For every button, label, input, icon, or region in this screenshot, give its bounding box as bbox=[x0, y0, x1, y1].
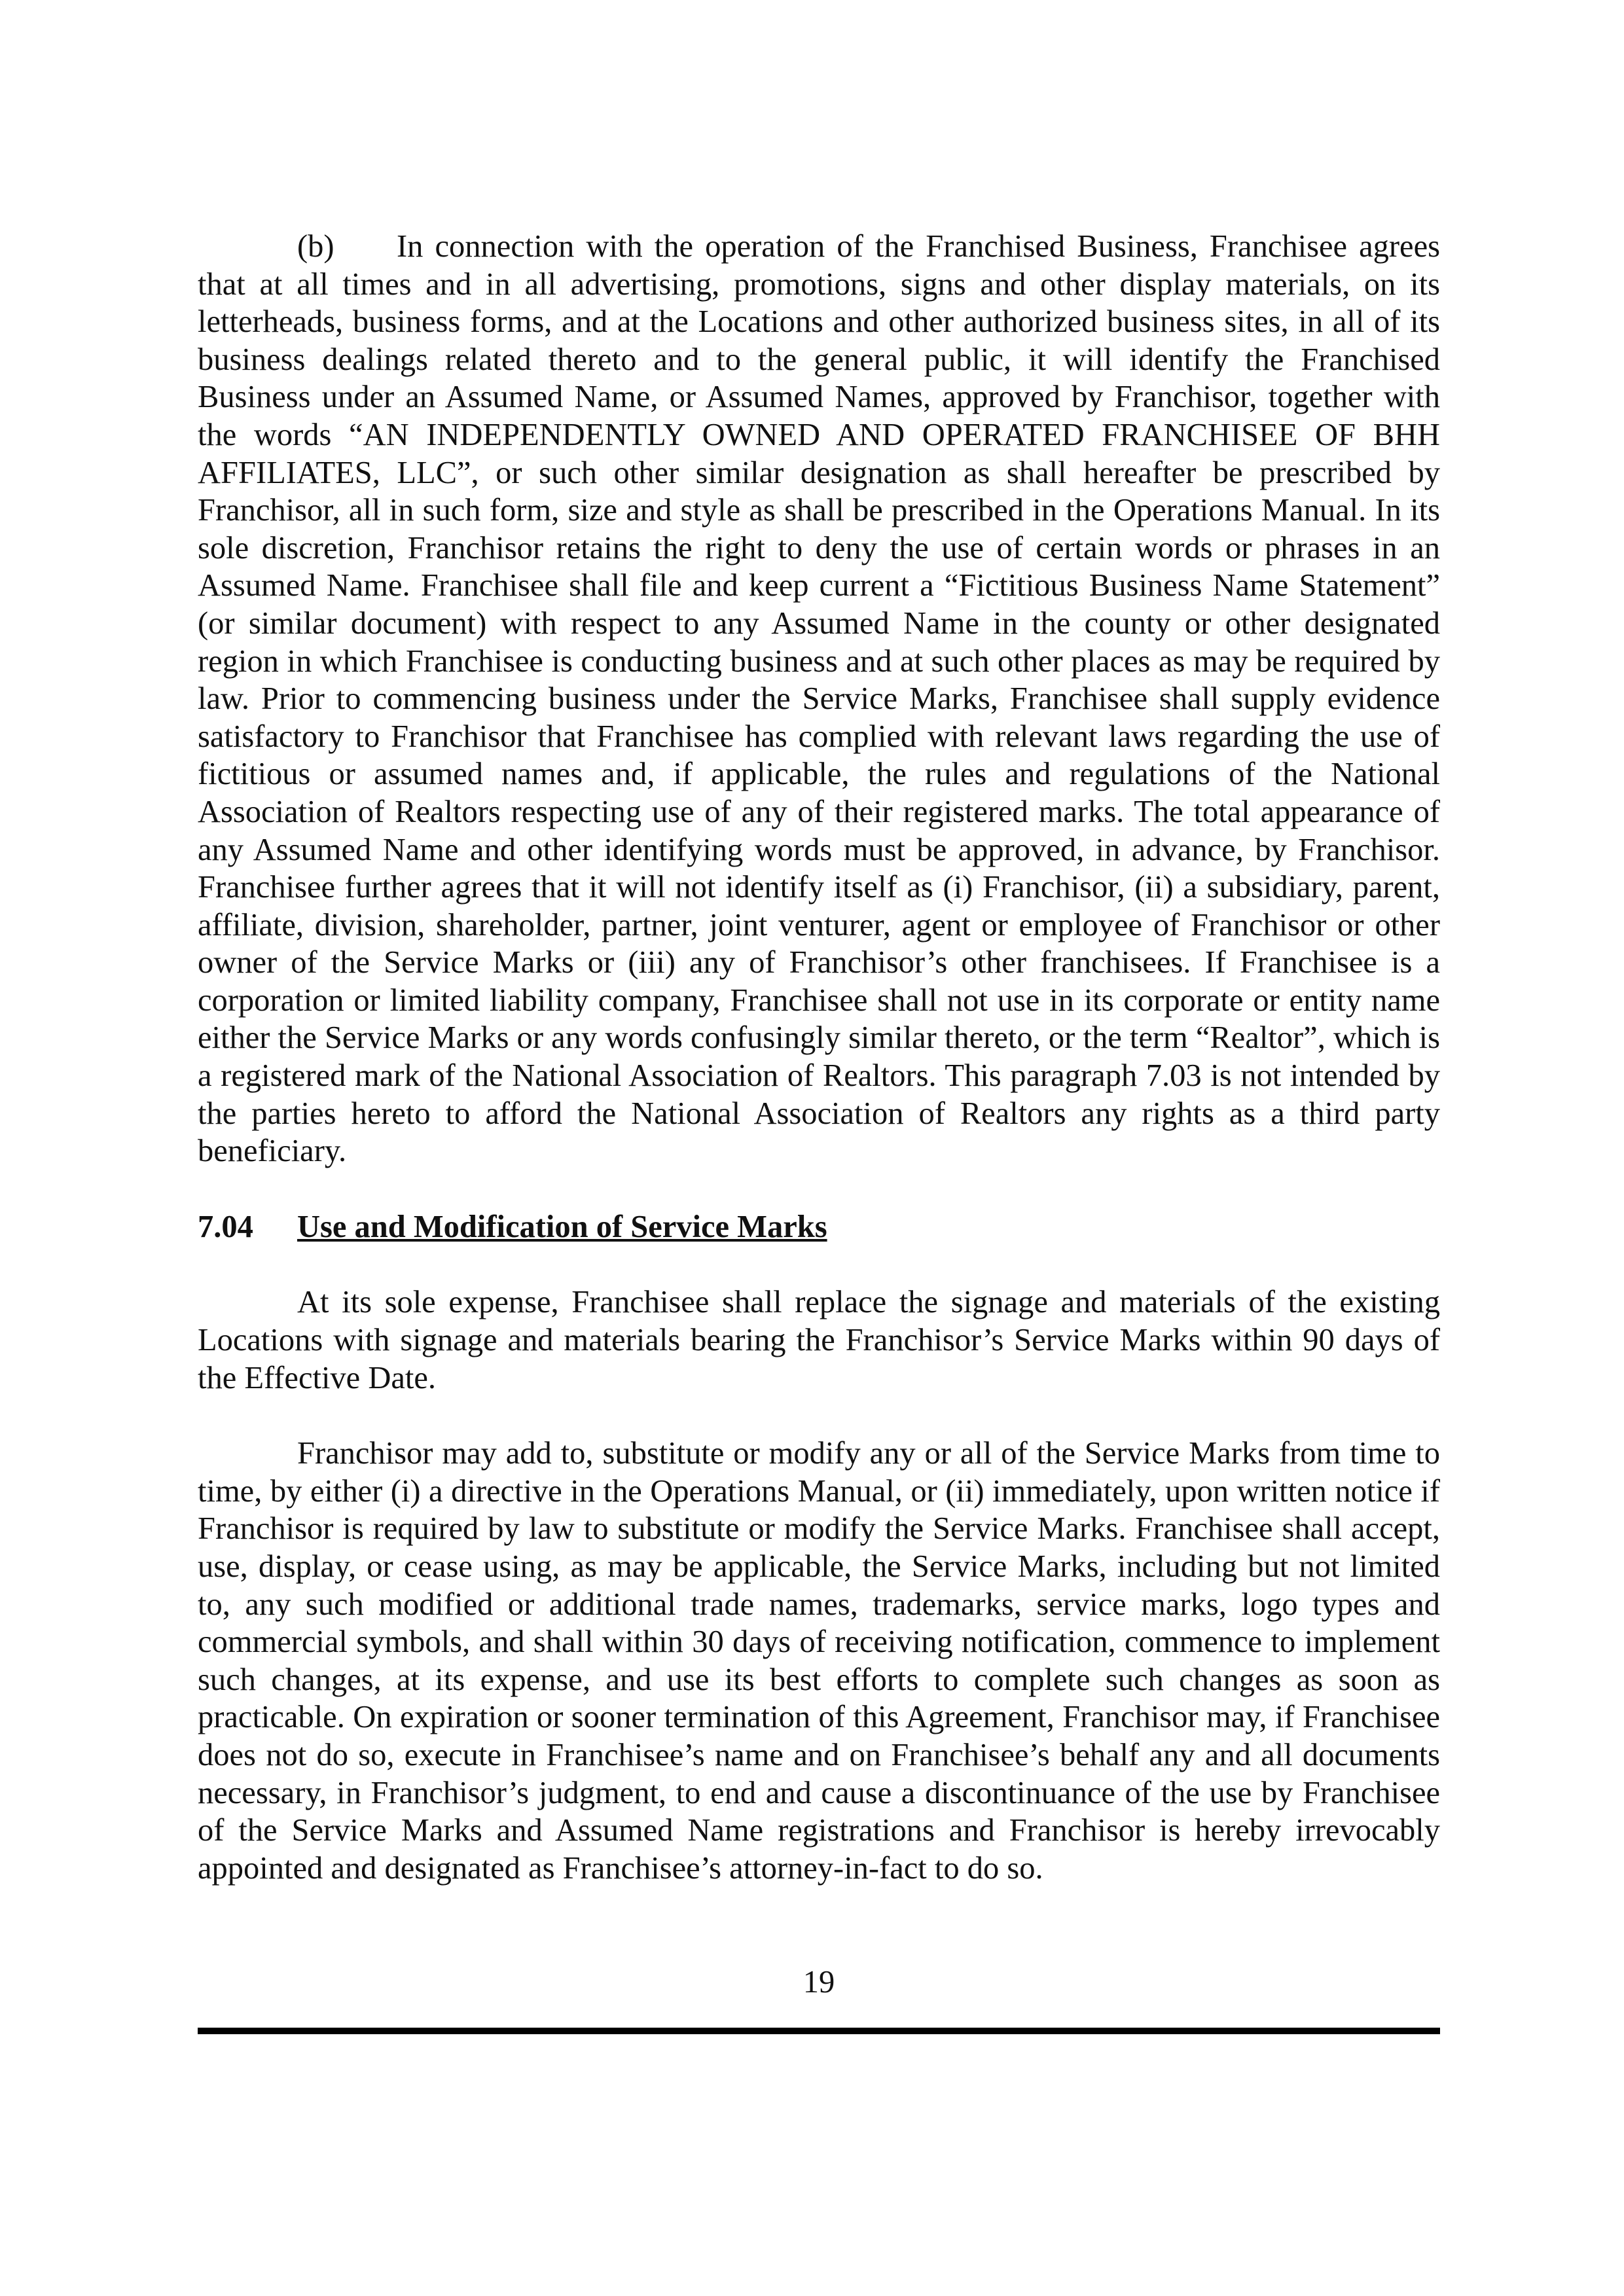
paragraph-b-label: (b) bbox=[297, 229, 334, 264]
section-paragraph-signage: At its sole expense, Franchisee shall replace the signage and materials of the existing Locations with signage and materials bearing the Franchisor’s Service Marks within 90 days of the Effective Date. bbox=[198, 1285, 1440, 1395]
page-number: 19 bbox=[803, 1965, 835, 2000]
section-paragraph-modification: Franchisor may add to, substitute or modify any or all of the Service Marks from time to time, by either (i) a directive in the Operations Manual, or (ii) immediately, upon written notice if Franchisor is required by law to substitute or modify the Service Marks. Franchisee shall accept, use, display, or cease using, as may be applicable, the Service Marks, including but not limited to, any such modified or additional trade names, trademarks, service marks, logo types and commercial symbols, and shall within 30 days of receiving notification, commence to implement such changes, at its expense, and use its best efforts to complete such changes as soon as practicable. On expiration or sooner termination of this Agreement, Franchisor may, if Franchisee does not do so, execute in Franchisee’s name and on Franchisee’s behalf any and all documents necessary, in Franchisor’s judgment, to end and cause a discontinuance of the use by Franchisee of the Service Marks and Assumed Name registrations and Franchisor is hereby irrevocably appointed and designated as Franchisee’s attorney-in-fact to do so. bbox=[198, 1436, 1440, 1886]
section-number: 7.04 bbox=[198, 1209, 253, 1244]
section-title: Use and Modification of Service Marks bbox=[297, 1209, 827, 1244]
paragraph-b-text: In connection with the operation of the Franchised Business, Franchisee agrees that at all times and in all advertising, promotions, signs and other display materials, on its letterheads, business forms, and at the Locations and other authorized business sites, in all of its business dealings related thereto and to the general public, it will identify the Franchised Business under an Assumed Name, or Assumed Names, approved by Franchisor, together with the words “AN INDEPENDENTLY OWNED AND OPERATED FRANCHISEE OF BHH AFFILIATES, LLC”, or such other similar designation as shall hereafter be prescribed by Franchisor, all in such form, size and style as shall be prescribed in the Operations Manual. In its sole discretion, Franchisor retains the right to deny the use of certain words or phrases in an Assumed Name. Franchisee shall file and keep current a “Fictitious Business Name Statement” (or similar document) with respect to any Assumed Name in the county or other designated region in which Franchisee is conducting business and at such other places as may be required by law. Prior to commencing business under the Service Marks, Franchisee shall supply evidence satisfactory to Franchisor that Franchisee has complied with relevant laws regarding the use of fictitious or assumed names and, if applicable, the rules and regulations of the National Association of Realtors respecting use of any of their registered marks. The total appearance of any Assumed Name and other identifying words must be approved, in advance, by Franchisor. Franchisee further agrees that it will not identify itself as (i) Franchisor, (ii) a subsidiary, parent, affiliate, division, shareholder, partner, joint venturer, agent or employee of Franchisor or other owner of the Service Marks or (iii) any of Franchisor’s other franchisees. If Franchisee is a corporation or limited liability company, Franchisee shall not use in its corporate or entity name either the Service Marks or any words confusingly similar thereto, or the term “Realtor”, which is a registered mark of the National Association of Realtors. This paragraph 7.03 is not intended by the parties hereto to afford the National Association of Realtors any rights as a third party beneficiary. bbox=[198, 229, 1440, 1169]
footer-rule bbox=[198, 2028, 1440, 2034]
document-page bbox=[198, 228, 1440, 1887]
paragraph-spacer bbox=[198, 1397, 1440, 1435]
section-heading-7-04 bbox=[198, 1208, 1440, 1246]
paragraph-b bbox=[198, 228, 1440, 1170]
